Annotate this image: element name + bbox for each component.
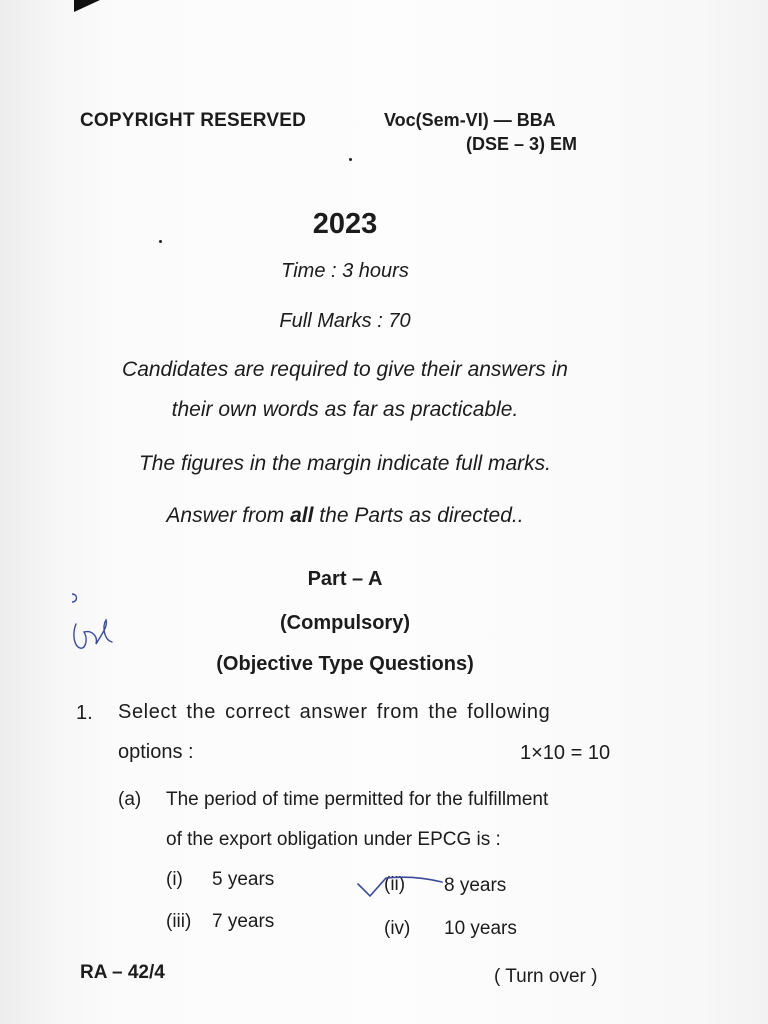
question-text-line-1: Select the correct answer from the following: [118, 701, 551, 723]
question-text-line-2: options :: [118, 741, 194, 763]
answer-instruction-before: Answer from: [166, 504, 291, 527]
option-text-iii: 7 years: [212, 911, 275, 932]
option-label-ii: (ii): [384, 874, 406, 895]
option-text-iv: 10 years: [444, 918, 517, 939]
subquestion-text-line-1: The period of time permitted for the fulfillment: [166, 789, 549, 810]
answer-instruction: [0, 504, 690, 528]
option-text-i: 5 years: [212, 869, 275, 890]
answer-instruction-emphasis: all: [290, 504, 314, 527]
page-corner-mark: [74, 0, 100, 12]
paper-code-footer: RA – 42/4: [80, 962, 165, 983]
instruction-line-1: Candidates are required to give their answers in: [122, 358, 568, 381]
handwritten-tick-mark: [356, 872, 446, 902]
subquestion-label: (a): [118, 789, 142, 810]
part-title: Part – A: [307, 568, 383, 590]
subquestion-text-line-2: of the export obligation under EPCG is :: [166, 829, 501, 850]
handwritten-margin-scribble: [62, 590, 122, 660]
question-marks: 1×10 = 10: [520, 742, 611, 764]
part-type: (Objective Type Questions): [216, 653, 474, 675]
speck: [159, 240, 162, 243]
option-label-i: (i): [166, 869, 183, 890]
answer-instruction-after: the Parts as directed..: [313, 504, 524, 527]
instruction-line-2: their own words as far as practicable.: [171, 398, 519, 421]
part-subtitle: (Compulsory): [280, 612, 410, 634]
course-code: Voc(Sem-VI) — BBA: [384, 110, 556, 130]
turn-over-note: ( Turn over ): [494, 966, 598, 987]
copyright-label: COPYRIGHT RESERVED: [80, 110, 307, 131]
speck: [349, 158, 352, 161]
exam-year: 2023: [312, 208, 378, 240]
option-label-iv: (iv): [384, 918, 411, 939]
option-label-iii: (iii): [166, 911, 192, 932]
question-number: 1.: [76, 702, 93, 724]
exam-time: Time : 3 hours: [281, 260, 409, 282]
course-paper-code: (DSE – 3) EM: [466, 134, 578, 154]
instruction-line-3: The figures in the margin indicate full marks.: [138, 452, 551, 475]
option-text-ii: 8 years: [444, 875, 507, 896]
exam-full-marks: Full Marks : 70: [279, 310, 411, 332]
